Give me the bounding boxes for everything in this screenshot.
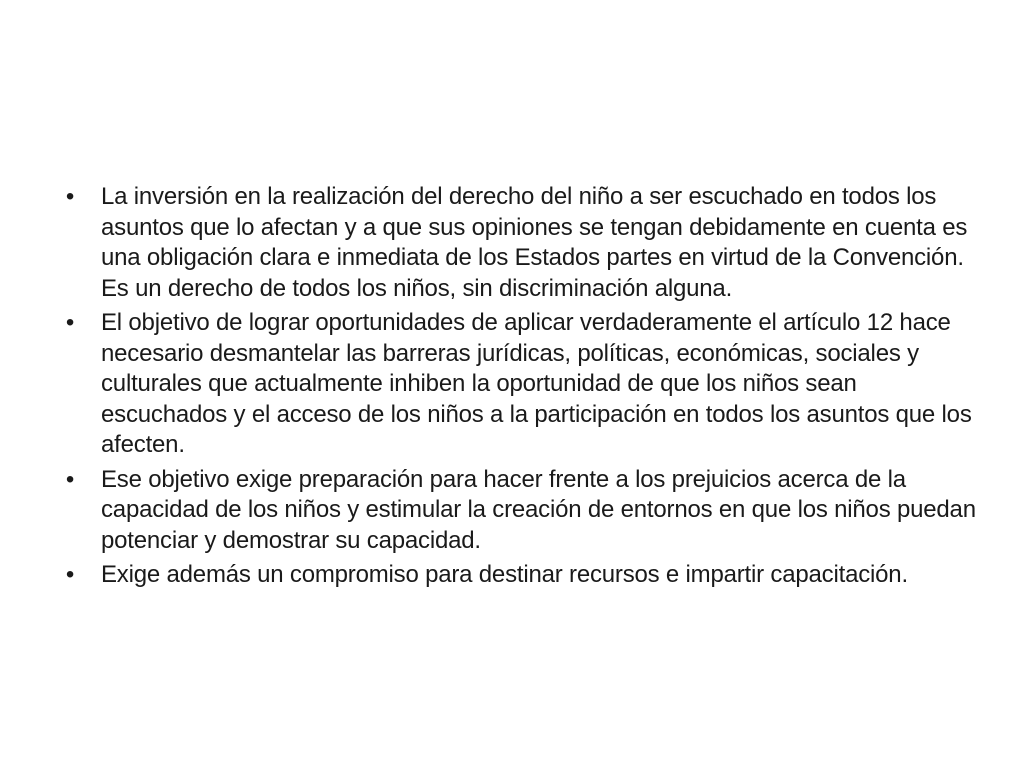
- bullet-text: El objetivo de lograr oportunidades de aplicar verdaderamente el artículo 12 hace necesario desmantelar las barreras jurídicas, políticas, económicas, sociales y culturales que actualmente inhiben la oportunidad de que los niños sean escuchados y el acceso de los niños a la participación en todos los asuntos que los afecten.: [101, 309, 972, 458]
- bullet-text: La inversión en la realización del derecho del niño a ser escuchado en todos los asuntos que lo afectan y a que sus opiniones se tengan debidamente en cuenta es una obligación clara e inmediata de los Estados partes en virtud de la Convención. Es un derecho de todos los niños, sin discriminación alguna.: [101, 183, 968, 302]
- slide-body: [60, 182, 980, 595]
- bullet-icon: •: [65, 309, 75, 336]
- bullet-item-1: [60, 182, 980, 304]
- bullet-text: Exige además un compromiso para destinar recursos e impartir capacitación.: [101, 561, 908, 588]
- bullet-icon: •: [65, 183, 75, 210]
- bullet-item-4: [60, 560, 980, 591]
- bullet-text: Ese objetivo exige preparación para hacer frente a los prejuicios acerca de la capacidad de los niños y estimular la creación de entornos en que los niños puedan potenciar y demostrar su capacidad.: [101, 465, 976, 554]
- bullet-icon: •: [65, 561, 75, 588]
- bullet-list: [60, 182, 980, 591]
- bullet-icon: •: [65, 465, 75, 493]
- bullet-item-3: [60, 465, 980, 557]
- bullet-item-2: [60, 308, 980, 461]
